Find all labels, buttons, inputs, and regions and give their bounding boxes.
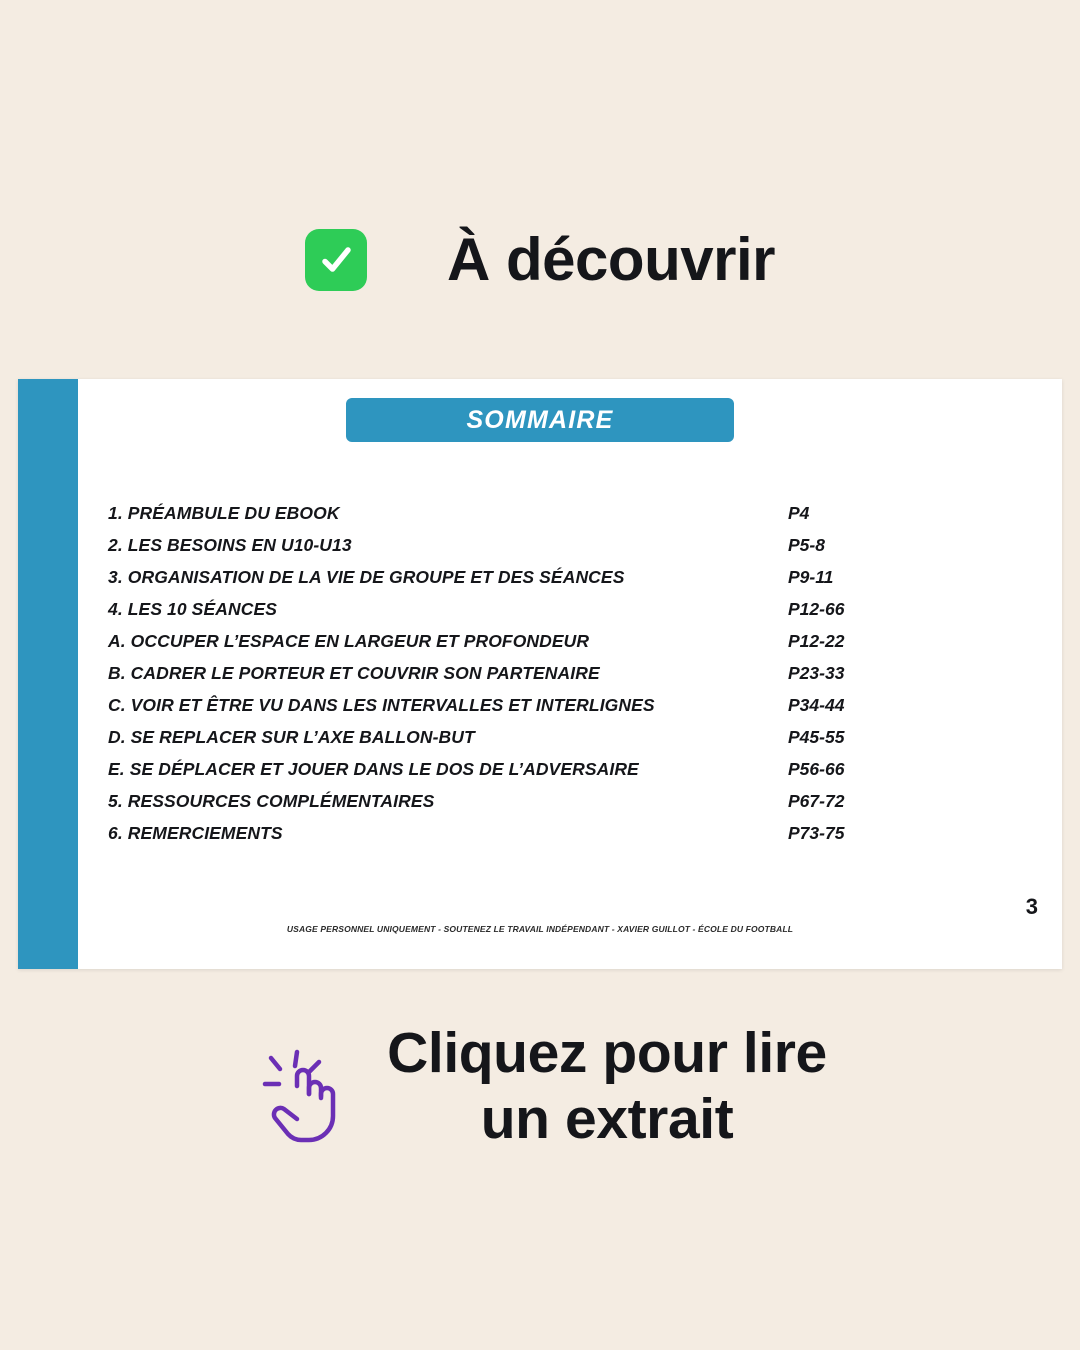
page-footer-note: USAGE PERSONNEL UNIQUEMENT - SOUTENEZ LE TRAVAIL INDÉPENDANT - XAVIER GUILLOT - ÉCOLE DU FOOTBALL — [286, 924, 794, 934]
toc-entry-page: P34-44 — [788, 695, 845, 715]
toc-entry-page: P73-75 — [788, 823, 845, 843]
document-preview-card[interactable] — [18, 379, 1062, 969]
cta-line-2: un extrait — [480, 1087, 734, 1152]
toc-entry-label: 5. RESSOURCES COMPLÉMENTAIRES — [108, 791, 435, 811]
toc-entry-label: C. VOIR ET ÊTRE VU DANS LES INTERVALLES ET INTERLIGNES — [108, 695, 655, 715]
toc-entry-label: E. SE DÉPLACER ET JOUER DANS LE DOS DE L’ADVERSAIRE — [108, 759, 639, 779]
table-row — [108, 695, 1038, 727]
call-to-action[interactable] — [0, 1020, 1080, 1152]
table-row — [108, 535, 1038, 567]
cta-line-1: Cliquez pour lire — [387, 1021, 827, 1085]
table-row — [108, 503, 1038, 535]
table-of-contents — [108, 503, 1038, 855]
table-row — [108, 759, 1038, 791]
toc-entry-page: P5-8 — [788, 535, 825, 555]
toc-entry-label: A. OCCUPER L’ESPACE EN LARGEUR ET PROFONDEUR — [108, 631, 590, 651]
page-footer-note-wrap — [18, 919, 1062, 937]
toc-entry-page: P4 — [788, 503, 810, 523]
page-title: À découvrir — [447, 226, 775, 293]
check-mark-green-icon — [305, 229, 367, 291]
table-row — [108, 567, 1038, 599]
toc-entry-label: 3. ORGANISATION DE LA VIE DE GROUPE ET DES SÉANCES — [108, 567, 625, 587]
table-row — [108, 599, 1038, 631]
page-accent-stripe — [18, 379, 78, 969]
toc-entry-page: P12-22 — [788, 631, 845, 651]
toc-entry-page: P67-72 — [788, 791, 845, 811]
toc-entry-page: P9-11 — [788, 567, 834, 587]
table-row — [108, 663, 1038, 695]
sommaire-banner-label: SOMMAIRE — [466, 405, 614, 434]
page-number: 3 — [1025, 894, 1038, 919]
toc-entry-label: 4. LES 10 SÉANCES — [108, 599, 277, 619]
table-row — [108, 791, 1038, 823]
table-row — [108, 823, 1038, 855]
click-hand-cursor-icon — [253, 1042, 363, 1152]
toc-entry-label: D. SE REPLACER SUR L’AXE BALLON-BUT — [108, 727, 475, 747]
toc-entry-label: 2. LES BESOINS EN U10-U13 — [108, 535, 352, 555]
toc-entry-label: B. CADRER LE PORTEUR ET COUVRIR SON PARTENAIRE — [108, 663, 600, 683]
table-row — [108, 631, 1038, 663]
toc-entry-page: P45-55 — [788, 727, 845, 747]
header — [0, 205, 1080, 315]
toc-entry-page: P56-66 — [788, 759, 845, 779]
toc-entry-page: P23-33 — [788, 663, 845, 683]
toc-entry-label: 1. PRÉAMBULE DU EBOOK — [108, 503, 340, 523]
table-row — [108, 727, 1038, 759]
cta-text — [387, 1020, 827, 1152]
toc-entry-label: 6. REMERCIEMENTS — [108, 823, 283, 843]
toc-entry-page: P12-66 — [788, 599, 845, 619]
sommaire-banner — [346, 398, 734, 442]
